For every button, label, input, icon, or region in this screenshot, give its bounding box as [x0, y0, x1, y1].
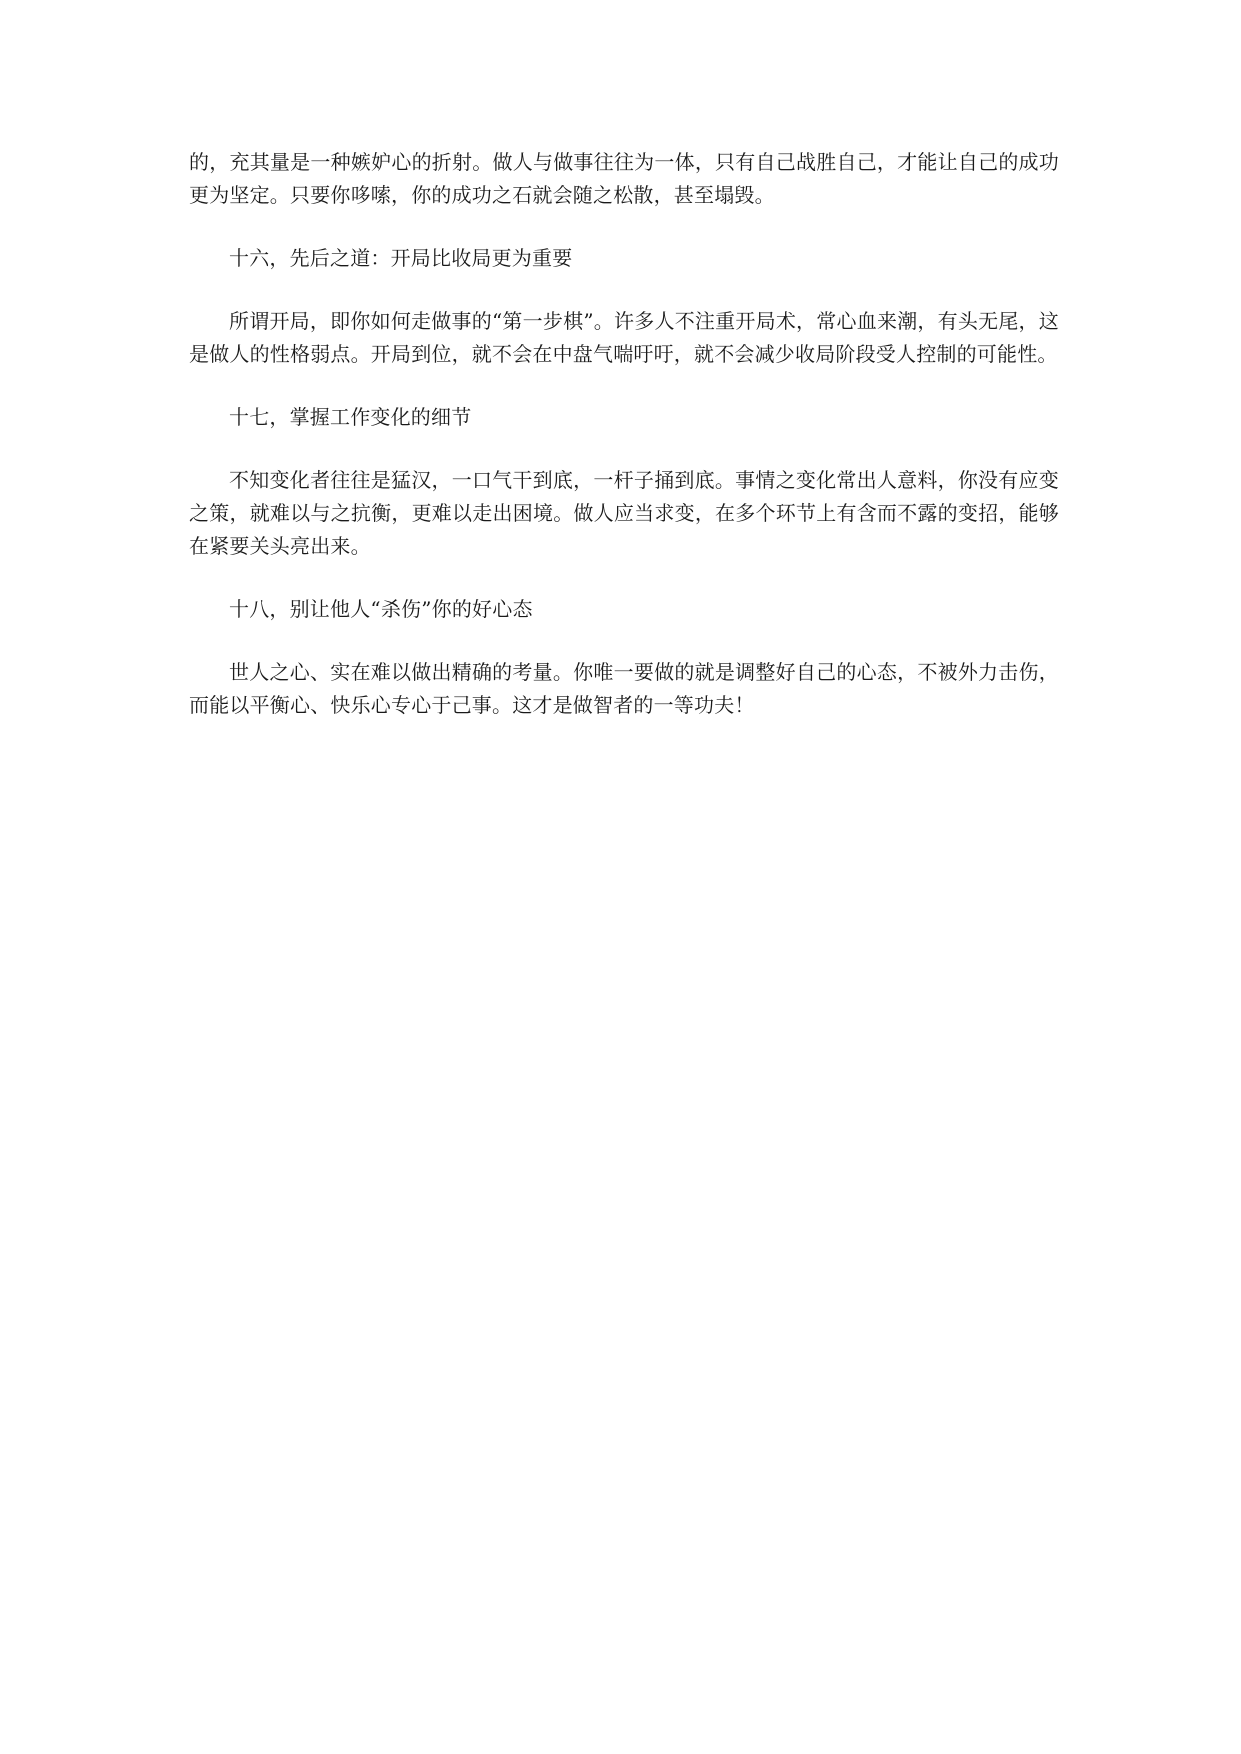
section-heading-18: 十八，别让他人“杀伤”你的好心态: [229, 597, 533, 621]
section-heading-16: 十六，先后之道：开局比收局更为重要: [229, 246, 573, 270]
paragraph-change-details: 不知变化者往往是猛汉，一口气干到底，一杆子捅到底。事情之变化常出人意料，你没有应变之策，就难以与之抗衡，更难以走出困境。做人应当求变，在多个环节上有含而不露的变招，能够在紧要关头亮出来。: [189, 468, 1059, 558]
paragraph-good-mindset: 世人之心、实在难以做出精确的考量。你唯一要做的就是调整好自己的心态，不被外力击伤，而能以平衡心、快乐心专心于己事。这才是做智者的一等功夫！: [189, 660, 1059, 717]
paragraph-continued: 的，充其量是一种嫉妒心的折射。做人与做事往往为一体，只有自己战胜自己，才能让自己的成功更为坚定。只要你哆嗦，你的成功之石就会随之松散，甚至塌毁。: [189, 150, 1059, 207]
document-page: [189, 146, 1059, 722]
section-heading-17: 十七，掌握工作变化的细节: [229, 405, 472, 429]
paragraph-opening-move: 所谓开局，即你如何走做事的“第一步棋”。许多人不注重开局术，常心血来潮，有头无尾，这是做人的性格弱点。开局到位，就不会在中盘气喘吁吁，就不会减少收局阶段受人控制的可能性。: [189, 309, 1059, 366]
